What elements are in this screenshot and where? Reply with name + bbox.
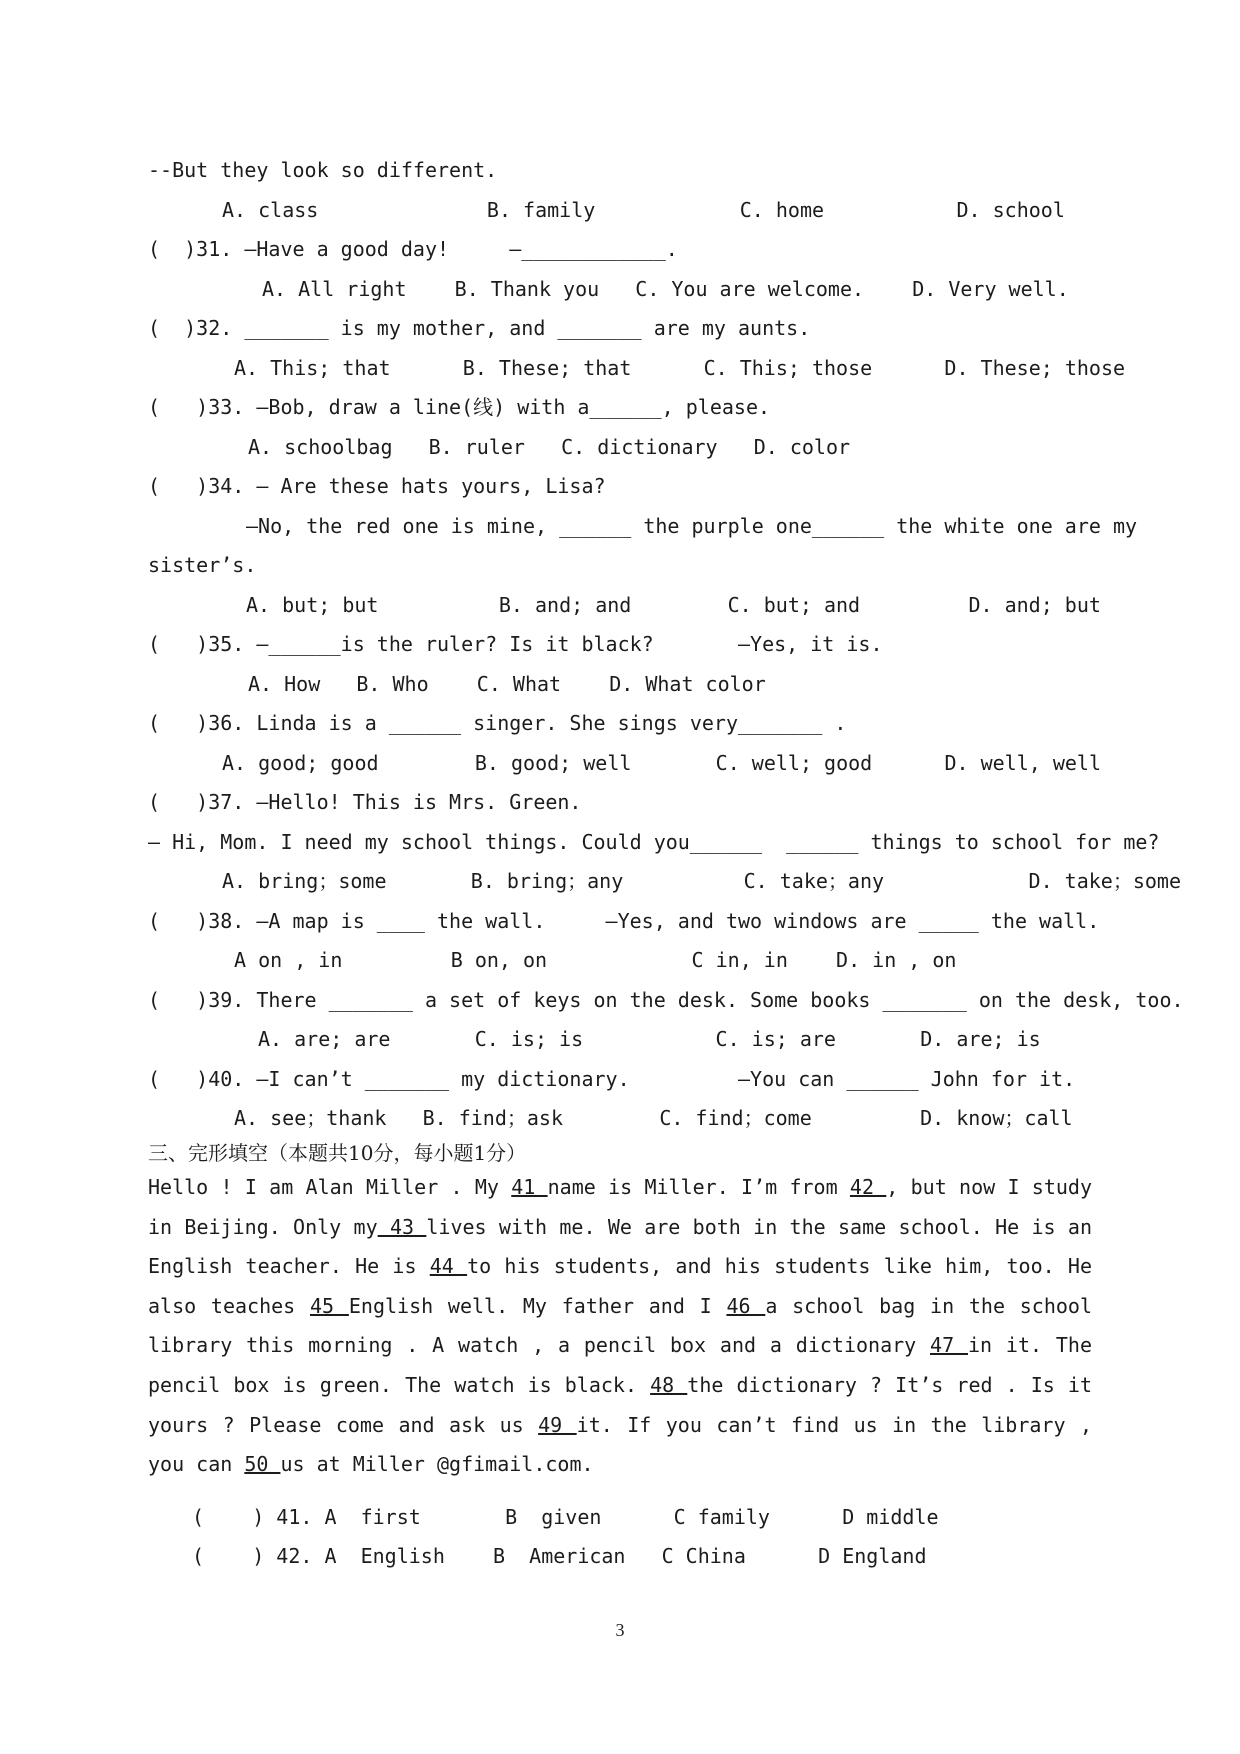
passage-text: in it. The pencil box is green. The watch is black.: [148, 1333, 1093, 1397]
question-31: ( )31. —Have a good day! —____________.: [148, 237, 678, 261]
question-37: ( )37. —Hello! This is Mrs. Green.: [148, 790, 582, 814]
options-41: ( ) 41. A first B given C family D middle: [192, 1505, 939, 1529]
cloze-blank: 42: [849, 1175, 887, 1199]
options-39: A. are; are C. is; is C. is; are D. are; is: [258, 1027, 1041, 1051]
cloze-blank: 41: [511, 1175, 548, 1199]
options-36: A. good; good B. good; well C. well; good D. well, well: [222, 751, 1101, 775]
cloze-blank: 46: [726, 1293, 766, 1318]
cloze-blank: 43: [377, 1214, 427, 1239]
options-42: ( ) 42. A English B American C China D England: [192, 1544, 927, 1568]
question-32: ( )32. _______ is my mother, and _______ are my aunts.: [148, 316, 811, 340]
question-39: ( )39. There _______ a set of keys on the desk. Some books _______ on the desk, too.: [148, 988, 1184, 1012]
question-35: ( )35. —______is the ruler? Is it black? —Yes, it is.: [148, 632, 883, 656]
question-38: ( )38. —A map is ____ the wall. —Yes, and two windows are _____ the wall.: [148, 909, 1100, 933]
cloze-blank: 44: [429, 1254, 468, 1279]
options-30: A. class B. family C. home D. school: [222, 198, 1065, 222]
cloze-blank: 48: [650, 1372, 688, 1397]
cloze-blank: 45: [310, 1293, 349, 1318]
options-31: A. All right B. Thank you C. You are welcome. D. Very well.: [262, 277, 1069, 301]
cloze-blank: 47: [930, 1333, 968, 1358]
question-36: ( )36. Linda is a ______ singer. She sings very_______ .: [148, 711, 847, 735]
question-34-line3: sister’s.: [148, 553, 257, 577]
passage-text: Hello ! I am Alan Miller . My: [148, 1175, 512, 1199]
passage-text: to his students, and his students like him, too. He also teaches: [148, 1254, 1093, 1318]
cloze-blank: 49: [538, 1412, 577, 1437]
passage-text: lives with me. We are both in the same school. He is an English teacher. He is: [148, 1214, 1092, 1279]
dialogue-line: --But they look so different.: [148, 158, 498, 182]
options-37: A. bring；some B. bring；any C. take；any D. take；some: [222, 869, 1181, 893]
cloze-blank: 50: [244, 1452, 281, 1477]
passage-text: us at Miller @gfimail.com.: [280, 1452, 594, 1477]
section-heading: 三、完形填空（本题共10分，每小题1分）: [148, 1141, 527, 1165]
options-33: A. schoolbag B. ruler C. dictionary D. color: [248, 435, 851, 459]
page-number: 3: [615, 1620, 625, 1640]
question-34-line2: —No, the red one is mine, ______ the purple one______ the white one are my: [246, 514, 1138, 538]
options-38: A on , in B on, on C in, in D. in , on: [234, 948, 957, 972]
question-37-line2: — Hi, Mom. I need my school things. Could you______ ______ things to school for me?: [148, 830, 1160, 854]
passage-text: the dictionary ? It’s red . Is it yours ? Please come and ask us: [148, 1372, 1093, 1437]
options-35: A. How B. Who C. What D. What color: [248, 672, 766, 696]
question-34: ( )34. — Are these hats yours, Lisa?: [148, 474, 606, 498]
question-40: ( )40. —I can’t _______ my dictionary. —You can ______ John for it.: [148, 1067, 1076, 1091]
options-34: A. but; but B. and; and C. but; and D. and; but: [246, 593, 1101, 617]
cloze-passage: [148, 1168, 1092, 1485]
passage-text: name is Miller. I’m from: [547, 1175, 850, 1199]
passage-text: it. If you can’t find us in the library , you can: [148, 1412, 1092, 1477]
passage-text: English well. My father and I: [348, 1293, 727, 1318]
options-32: A. This; that B. These; that C. This; those D. These; those: [234, 356, 1126, 380]
passage-text: a school bag in the school library this morning . A watch , a pencil box and a dictionary: [148, 1293, 1093, 1358]
options-40: A. see；thank B. find；ask C. find；come D. know；call: [234, 1106, 1073, 1130]
question-33: ( )33. —Bob, draw a line(线) with a______, please.: [148, 395, 771, 419]
passage-text: , but now I study in Beijing. Only my: [148, 1175, 1093, 1239]
